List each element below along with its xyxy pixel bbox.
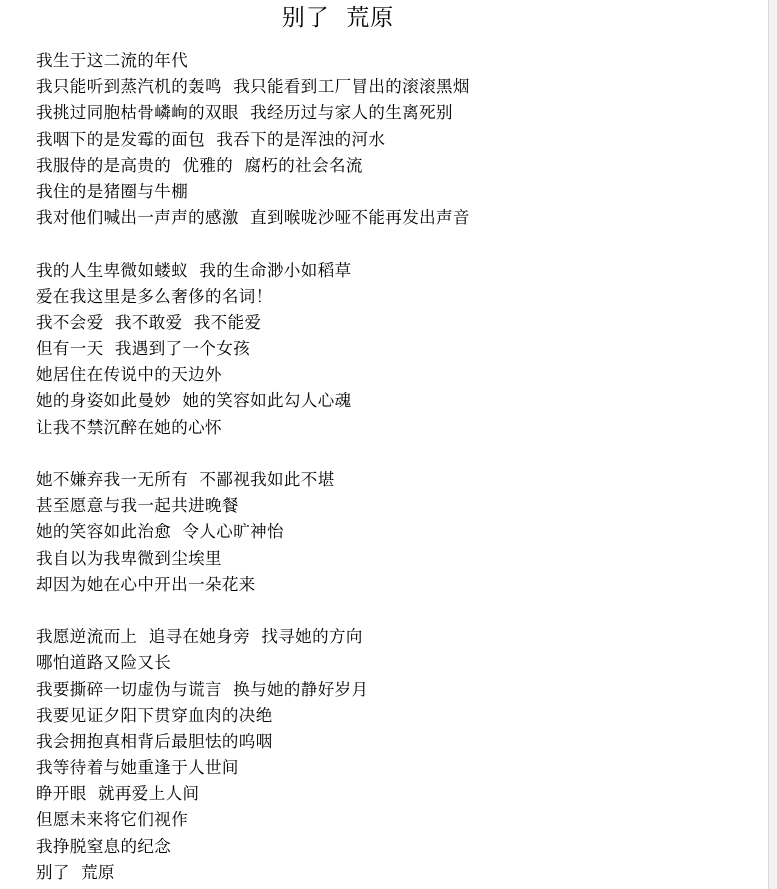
poem-line: 我住的是猪圈与牛棚	[36, 181, 189, 201]
poem-line: 我服侍的是高贵的 优雅的 腐朽的社会名流	[36, 155, 363, 175]
poem-line: 我对他们喊出一声声的感激 直到喉咙沙哑不能再发出声音	[36, 208, 470, 228]
poem-line: 我的人生卑微如蝼蚁 我的生命渺小如稻草	[36, 260, 352, 280]
poem-line: 我愿逆流而上 追寻在她身旁 找寻她的方向	[36, 627, 363, 647]
poem-title: 别了 荒原	[281, 5, 395, 31]
poem-line: 我等待着与她重逢于人世间	[36, 758, 239, 778]
stanza-1	[36, 48, 736, 231]
poem-line: 我自以为我卑微到尘埃里	[36, 548, 222, 568]
stanza-break	[36, 598, 736, 624]
poem-line: 却因为她在心中开出一朵花来	[36, 574, 256, 594]
poem-line: 我要见证夕阳下贯穿血肉的决绝	[36, 705, 273, 725]
poem-line: 她的笑容如此治愈 令人心旷神怡	[36, 522, 284, 542]
poem-line: 她的身姿如此曼妙 她的笑容如此勾人心魂	[36, 391, 352, 411]
poem-body	[36, 48, 736, 886]
poem-line: 我会拥抱真相背后最胆怯的呜咽	[36, 731, 273, 751]
poem-line: 但愿未来将它们视作	[36, 810, 189, 830]
stanza-4	[36, 624, 736, 886]
stanza-break	[36, 441, 736, 467]
poem-line: 她居住在传说中的天边外	[36, 365, 222, 385]
poem-line: 我要撕碎一切虚伪与谎言 换与她的静好岁月	[36, 679, 369, 699]
poem-line: 甚至愿意与我一起共进晚餐	[36, 496, 239, 516]
stanza-2	[36, 258, 736, 441]
stanza-break	[36, 231, 736, 257]
poem-line: 我生于这二流的年代	[36, 51, 189, 70]
poem-line: 我挑过同胞枯骨嶙峋的双眼 我经历过与家人的生离死别	[36, 103, 453, 123]
poem-line: 我只能听到蒸汽机的轰鸣 我只能看到工厂冒出的滚滚黑烟	[36, 77, 470, 97]
poem-line: 但有一天 我遇到了一个女孩	[36, 339, 251, 359]
poem-line: 别了 荒原	[36, 862, 115, 882]
poem-line: 她不嫌弃我一无所有 不鄙视我如此不堪	[36, 470, 335, 489]
poem-line: 我不会爱 我不敢爱 我不能爱	[36, 312, 262, 332]
poem-line: 睁开眼 就再爱上人间	[36, 784, 200, 804]
poem-line: 哪怕道路又险又长	[36, 653, 172, 673]
poem-line: 爱在我这里是多么奢侈的名词！	[36, 286, 273, 306]
poem-line: 我咽下的是发霉的面包 我吞下的是浑浊的河水	[36, 129, 386, 149]
window-gutter	[769, 0, 777, 889]
poem-line: 让我不禁沉醉在她的心怀	[36, 417, 222, 437]
stanza-3	[36, 467, 736, 598]
poem-line: 我挣脱窒息的纪念	[36, 836, 172, 856]
